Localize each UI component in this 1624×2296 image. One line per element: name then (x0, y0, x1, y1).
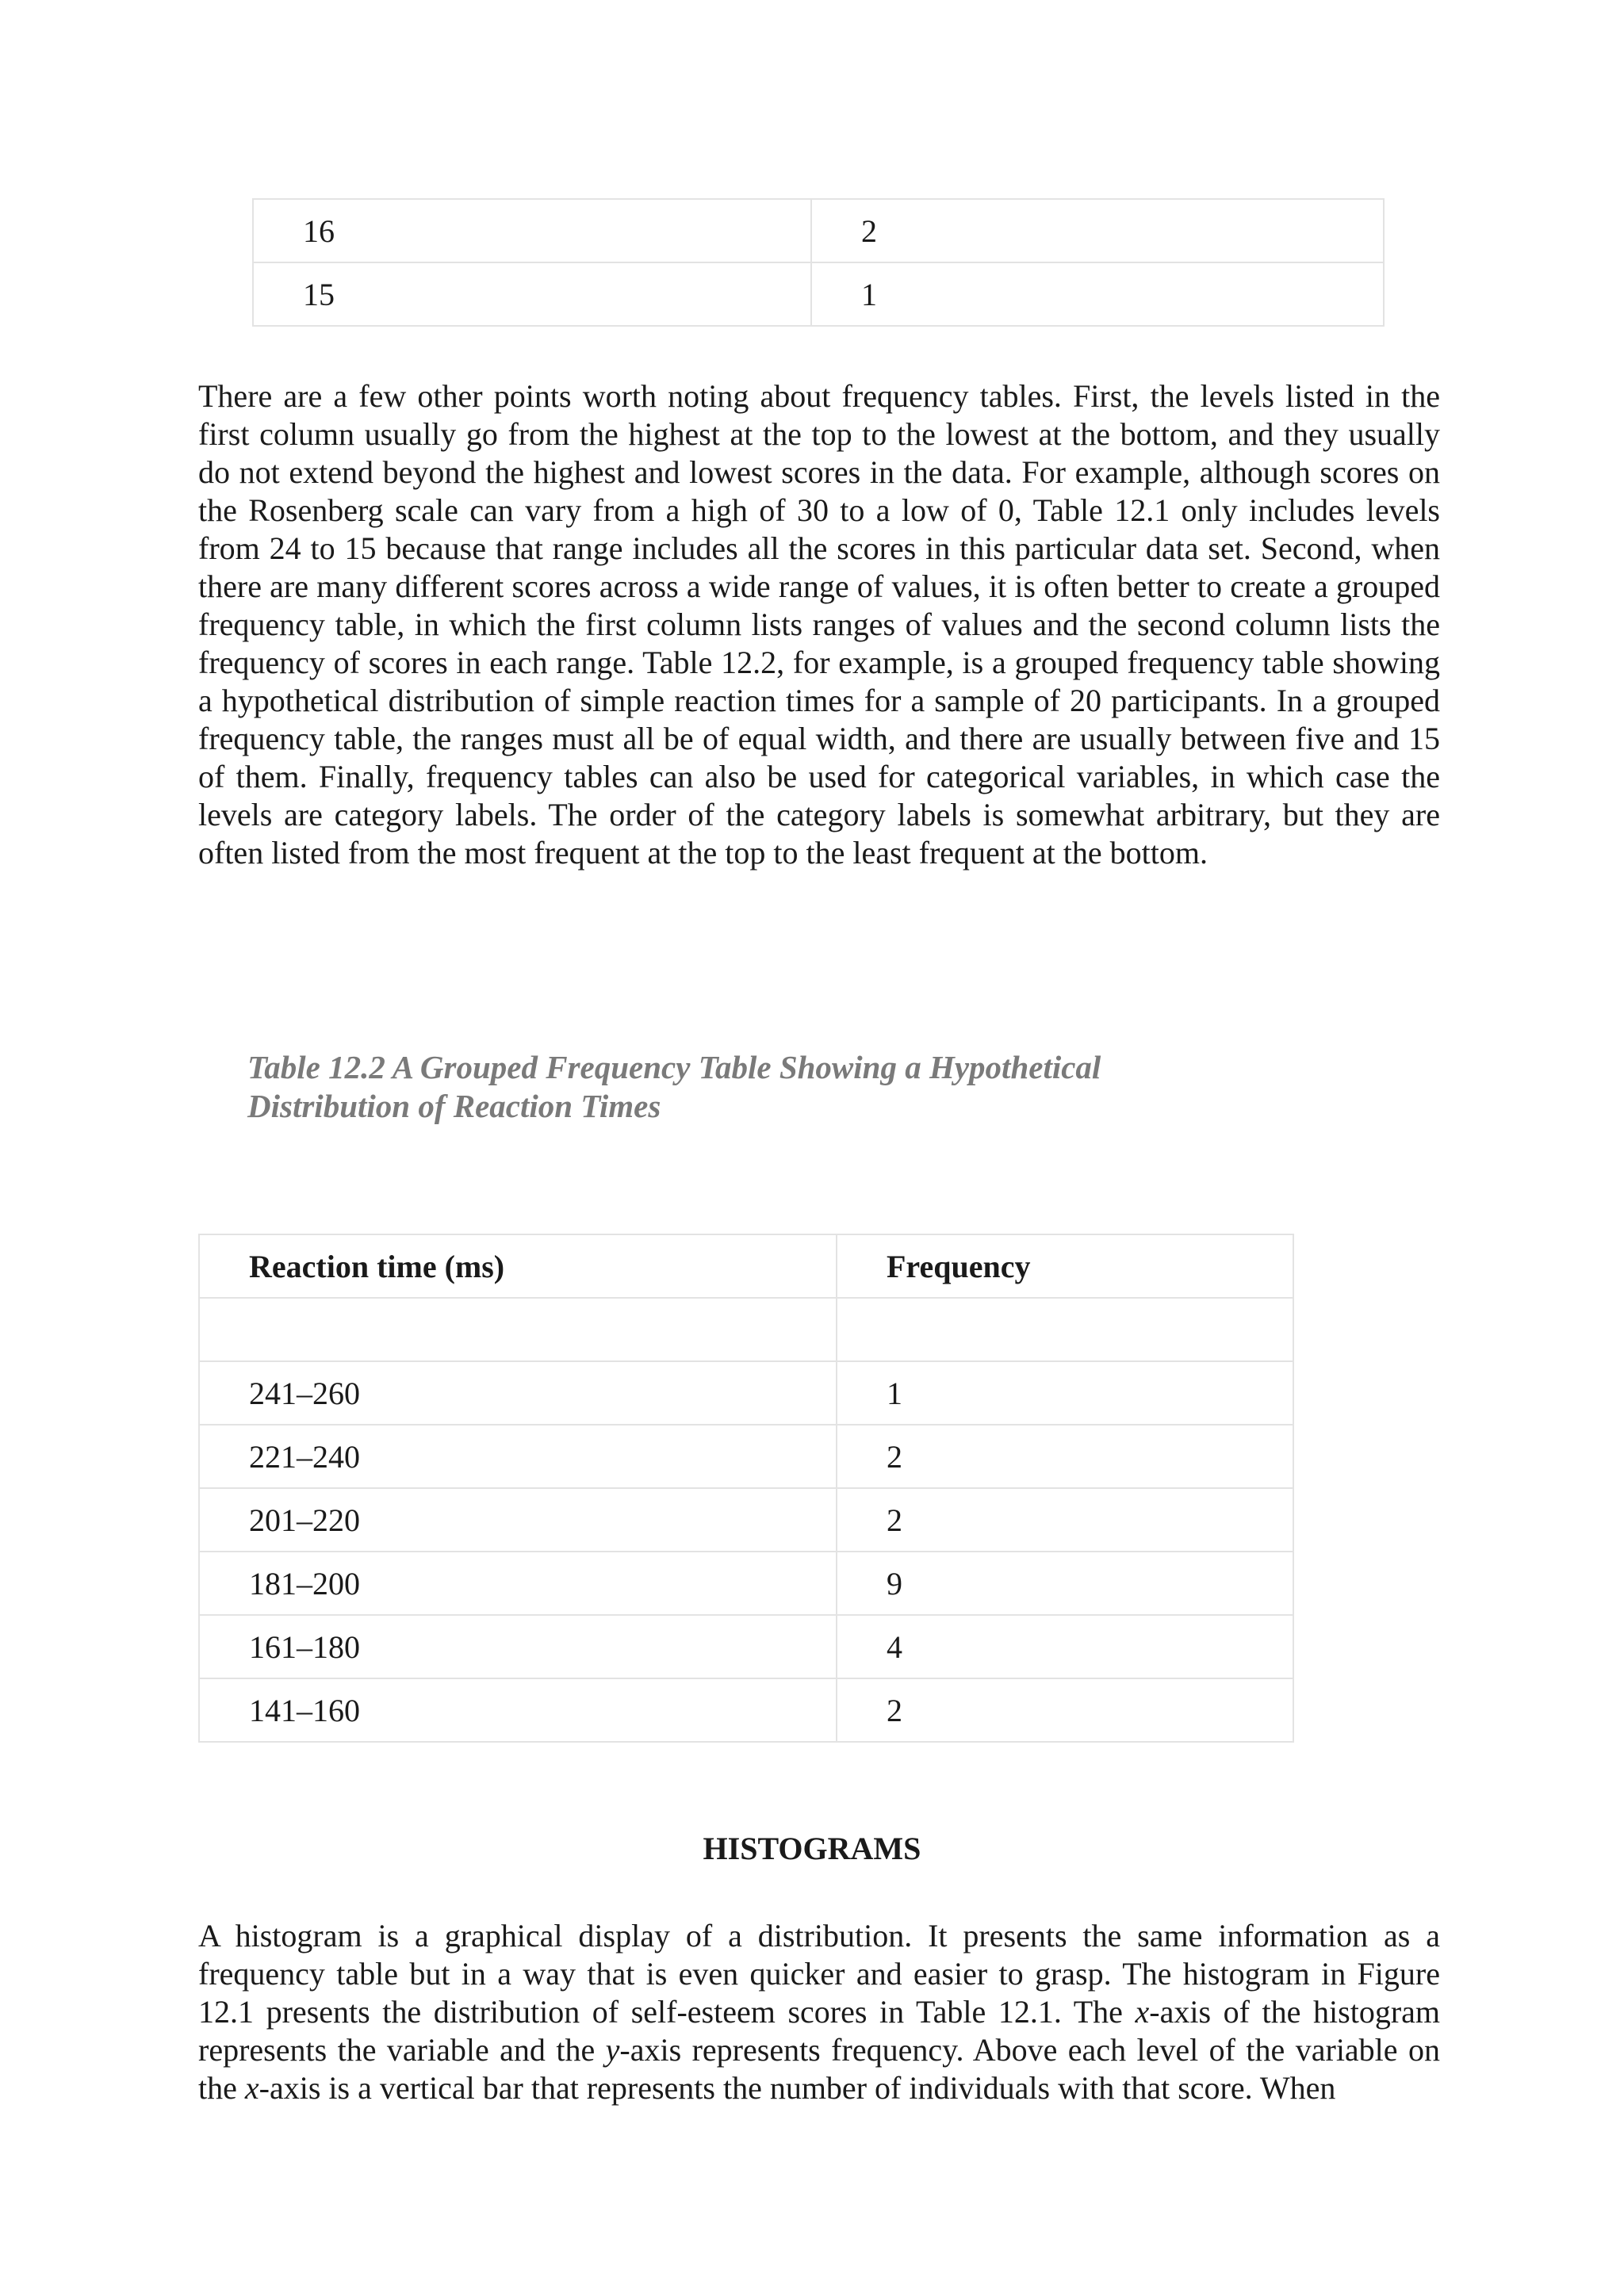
table-row (199, 1298, 1293, 1361)
table-cell-frequency: 1 (837, 1361, 1293, 1425)
table-cell-frequency: 2 (837, 1425, 1293, 1488)
paragraph-text: -axis represents frequency. Above each level of the variable on the (198, 2032, 1440, 2106)
table-cell-range: 221–240 (199, 1425, 837, 1488)
italic-variable: x (244, 2070, 259, 2106)
column-header-reaction-time: Reaction time (ms) (199, 1234, 837, 1298)
table-row (199, 1615, 1293, 1678)
section-heading: HISTOGRAMS (703, 1831, 921, 1866)
table-row (199, 1488, 1293, 1552)
table-cell-frequency: 1 (811, 262, 1384, 326)
body-paragraph: There are a few other points worth noting about frequency tables. First, the levels listed in the first column usually go from the highest at the top to the lowest at the bottom, and they usually do not extend beyond the highest and lowest scores in the data. For example, although scores on the Rosenberg scale can vary from a high of 30 to a low of 0, Table 12.1 only includes levels from 24 to 15 because that range includes all the scores in this particular data set. Second, when there are many different scores across a wide range of values, it is often better to create a grouped frequency table, in which the first column lists ranges of values and the second column lists the frequency of scores in each range. Table 12.2, for example, is a grouped frequency table showing a hypothetical distribution of simple reaction times for a sample of 20 participants. In a grouped frequency table, the ranges must all be of equal width, and there are usually between five and 15 of them. Finally, frequency tables can also be used for categorical variables, in which case the levels are category labels. The order of the category labels is somewhat arbitrary, but they are often listed from the most frequent at the top to the least frequent at the bottom. (198, 378, 1440, 871)
table-cell-frequency: 4 (837, 1615, 1293, 1678)
table-row (199, 1361, 1293, 1425)
italic-variable: x (1135, 1994, 1150, 2030)
table-row (253, 199, 1384, 262)
table-cell-range: 201–220 (199, 1488, 837, 1552)
table-cell-frequency: 2 (811, 199, 1384, 262)
table-cell-frequency: 2 (837, 1678, 1293, 1742)
frequency-table-continued (252, 198, 1385, 327)
table-caption: Table 12.2 A Grouped Frequency Table Showing a Hypothetical Distribution of Reaction Times (247, 1049, 1101, 1124)
table-row (253, 262, 1384, 326)
column-header-frequency: Frequency (837, 1234, 1293, 1298)
table-cell-score: 16 (253, 199, 811, 262)
table-header-row (199, 1234, 1293, 1298)
table-row (199, 1678, 1293, 1742)
table-cell-range: 181–200 (199, 1552, 837, 1615)
paragraph-text: -axis is a vertical bar that represents the number of individuals with that score. When (259, 2070, 1336, 2106)
table-row (199, 1425, 1293, 1488)
table-cell-range (199, 1298, 837, 1361)
body-paragraph (198, 1917, 1440, 2107)
paragraph-text: A histogram is a graphical display of a distribution. It presents the same information as a frequency table but in a way that is even quicker and easier to grasp. The histogram in Figure 12.1 presents the distribution of self-esteem scores in Table 12.1. The (198, 1918, 1440, 2030)
table-cell-range: 141–160 (199, 1678, 837, 1742)
table-cell-score: 15 (253, 262, 811, 326)
table-cell-frequency (837, 1298, 1293, 1361)
italic-variable: y (605, 2032, 620, 2068)
paragraph-text: -axis of the histogram represents the variable and the (198, 1994, 1441, 2068)
table-cell-range: 241–260 (199, 1361, 837, 1425)
table-cell-frequency: 2 (837, 1488, 1293, 1552)
grouped-frequency-table (198, 1234, 1294, 1743)
table-cell-range: 161–180 (199, 1615, 837, 1678)
table-cell-frequency: 9 (837, 1552, 1293, 1615)
table-row (199, 1552, 1293, 1615)
